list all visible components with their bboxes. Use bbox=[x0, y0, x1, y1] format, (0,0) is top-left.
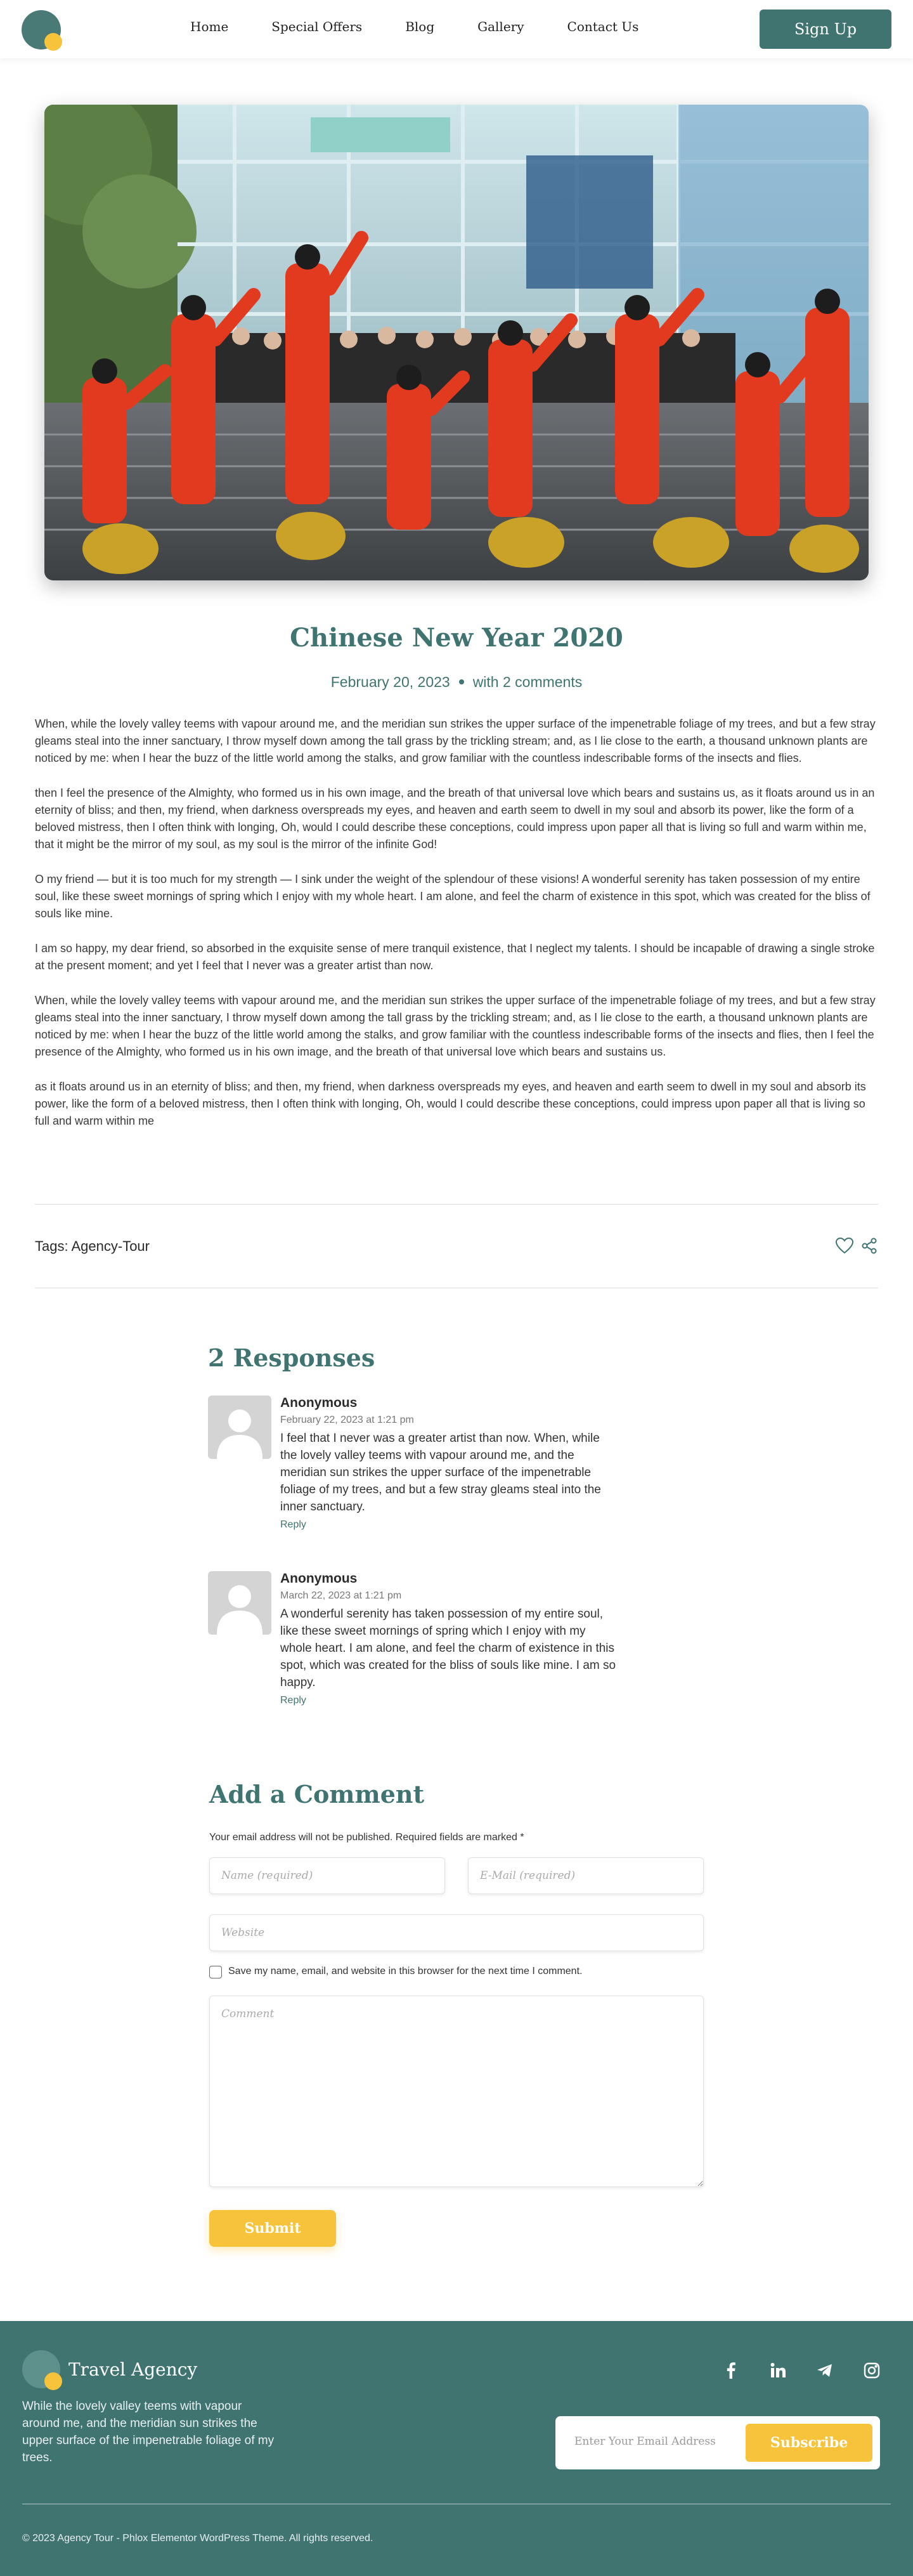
reply-link[interactable]: Reply bbox=[280, 1695, 306, 1706]
comment-author: Anonymous bbox=[280, 1571, 358, 1586]
post-paragraph: as it floats around us in an eternity of bliss; and then, my friend, when darkness overspreads my eyes, and heaven and earth seem to dwell in my soul and absorb its power, like the form of a beloved mistress, then I often think with longing, Oh, would I could describe these conceptions, could impress upon paper all that is living so full and warm within me bbox=[35, 1080, 866, 1127]
post-paragraph: When, while the lovely valley teems with vapour around me, and the meridian sun strikes the upper surface of the impenetrable foliage of my trees, and but a few stray gleams steal into the inner sanctuary, I throw myself down among the tall grass by the trickling stream; and, as I lie close to the earth, a thousand unknown plants are noticed by me: when I hear the buzz of the little world among the stalks, and grow familiar with the countless indescribable forms of the insects and flies. bbox=[35, 717, 876, 764]
like-heart-icon[interactable] bbox=[836, 1238, 853, 1257]
post-content bbox=[35, 716, 878, 1147]
nav-special-offers[interactable]: Special Offers bbox=[271, 19, 363, 34]
subscribe-form bbox=[555, 2416, 880, 2469]
comment-text: A wonderful serenity has taken possession of my entire soul, like these sweet mornings of spring which I enjoy with my whole heart. I am alone, and feel the charm of existence in this spot, which was created for the bliss of souls like mine. I am so happy. bbox=[280, 1607, 616, 1689]
post-paragraph: When, while the lovely valley teems with vapour around me, and the meridian sun strikes the upper surface of the impenetrable foliage of my trees, and but a few stray gleams steal into the inner sanctuary, I throw myself down among the tall grass by the trickling stream; and, as I lie close to the earth, a thousand unknown plants are noticed by me: when I hear the buzz of the little world among the stalks, and grow familiar with the countless indescribable forms of the insects and flies, then I feel the presence of the Almighty, who formed us in his own image, and the breath of that universal love which bears and sustains us. bbox=[35, 994, 876, 1058]
divider bbox=[35, 1204, 878, 1205]
comment-body bbox=[280, 1396, 616, 1531]
post-meta bbox=[0, 674, 913, 691]
instagram-icon[interactable] bbox=[862, 2361, 881, 2380]
responses-title: 2 Responses bbox=[208, 1344, 375, 1372]
post-tags[interactable]: Tags: Agency-Tour bbox=[35, 1238, 150, 1254]
nav-blog[interactable]: Blog bbox=[405, 19, 435, 34]
comment-author: Anonymous bbox=[280, 1396, 358, 1410]
meta-separator bbox=[459, 679, 464, 684]
telegram-icon[interactable] bbox=[815, 2361, 834, 2380]
post-paragraph: I am so happy, my dear friend, so absorbed in the exquisite sense of mere tranquil existence, that I neglect my talents. I should be incapable of drawing a single stroke at the present moment; and yet I feel that I never was a greater artist than now. bbox=[35, 942, 875, 972]
post-featured-image bbox=[44, 105, 869, 580]
main-nav bbox=[190, 19, 682, 34]
facebook-icon[interactable] bbox=[722, 2361, 741, 2380]
footer-logo-icon[interactable] bbox=[22, 2350, 60, 2388]
comment-body bbox=[280, 1571, 616, 1706]
nav-gallery[interactable]: Gallery bbox=[477, 19, 524, 34]
copyright-text: © 2023 Agency Tour - Phlox Elementor WordPress Theme. All rights reserved. bbox=[22, 2533, 373, 2544]
post-date-link[interactable]: February 20, 2023 bbox=[330, 674, 450, 690]
submit-button[interactable]: Submit bbox=[209, 2210, 336, 2247]
reply-link[interactable]: Reply bbox=[280, 1519, 306, 1530]
logo-icon[interactable] bbox=[22, 10, 61, 49]
post-paragraph: O my friend — but it is too much for my strength — I sink under the weight of the splendour of these visions! A wonderful serenity has taken possession of my entire soul, like these sweet mornings of spring which I enjoy with my whole heart. I am alone, and feel the charm of existence in this spot, which was created for the bliss of souls like mine. bbox=[35, 873, 871, 920]
post-title: Chinese New Year 2020 bbox=[290, 623, 623, 653]
footer-brand[interactable]: Travel Agency bbox=[68, 2359, 198, 2380]
avatar bbox=[208, 1571, 271, 1635]
subscribe-button[interactable]: Subscribe bbox=[746, 2424, 872, 2462]
name-field[interactable] bbox=[209, 1857, 445, 1894]
comment-textarea[interactable] bbox=[209, 1996, 704, 2187]
signup-button[interactable]: Sign Up bbox=[760, 10, 891, 49]
post-paragraph: then I feel the presence of the Almighty, who formed us in his own image, and the breath of that universal love which bears and sustains us, as it floats around us in an eternity of bliss; and then, my friend, when darkness overspreads my eyes, and heaven and earth seem to dwell in my soul and absorb its power, like the form of a beloved mistress, then I often think with longing, Oh, would I could describe these conceptions, could impress upon paper all that is living so full and warm within me, that it might be the mirror of my soul, as my soul is the mirror of the infinite God! bbox=[35, 787, 875, 851]
site-footer bbox=[0, 2321, 913, 2576]
nav-home[interactable]: Home bbox=[190, 19, 229, 34]
nav-contact-us[interactable]: Contact Us bbox=[567, 19, 639, 34]
footer-description: While the lovely valley teems with vapour around me, and the meridian sun strikes the upper surface of the impenetrable foliage of my trees. bbox=[22, 2400, 275, 2464]
comment-text: I feel that I never was a greater artist than now. When, while the lovely valley teems with vapour around me, and the meridian sun strikes the upper surface of the impenetrable foliage of my trees, and but a few stray gleams steal into the inner sanctuary. bbox=[280, 1432, 601, 1514]
website-field[interactable] bbox=[209, 1914, 704, 1951]
linkedin-icon[interactable] bbox=[768, 2361, 787, 2380]
email-field[interactable] bbox=[468, 1857, 704, 1894]
save-info-checkbox[interactable] bbox=[209, 1966, 222, 1978]
required-fields-note: Your email address will not be published. Required fields are marked * bbox=[209, 1832, 524, 1843]
comment-date[interactable]: February 22, 2023 at 1:21 pm bbox=[280, 1415, 414, 1425]
add-comment-title: Add a Comment bbox=[209, 1780, 425, 1808]
site-header bbox=[0, 0, 913, 58]
subscribe-email-input[interactable]: Enter Your Email Address bbox=[574, 2435, 716, 2448]
share-icon[interactable] bbox=[861, 1238, 877, 1257]
save-info-label: Save my name, email, and website in this browser for the next time I comment. bbox=[228, 1966, 583, 1977]
comments-count-link[interactable]: with 2 comments bbox=[472, 674, 583, 690]
avatar bbox=[208, 1396, 271, 1459]
comment-date[interactable]: March 22, 2023 at 1:21 pm bbox=[280, 1590, 402, 1601]
